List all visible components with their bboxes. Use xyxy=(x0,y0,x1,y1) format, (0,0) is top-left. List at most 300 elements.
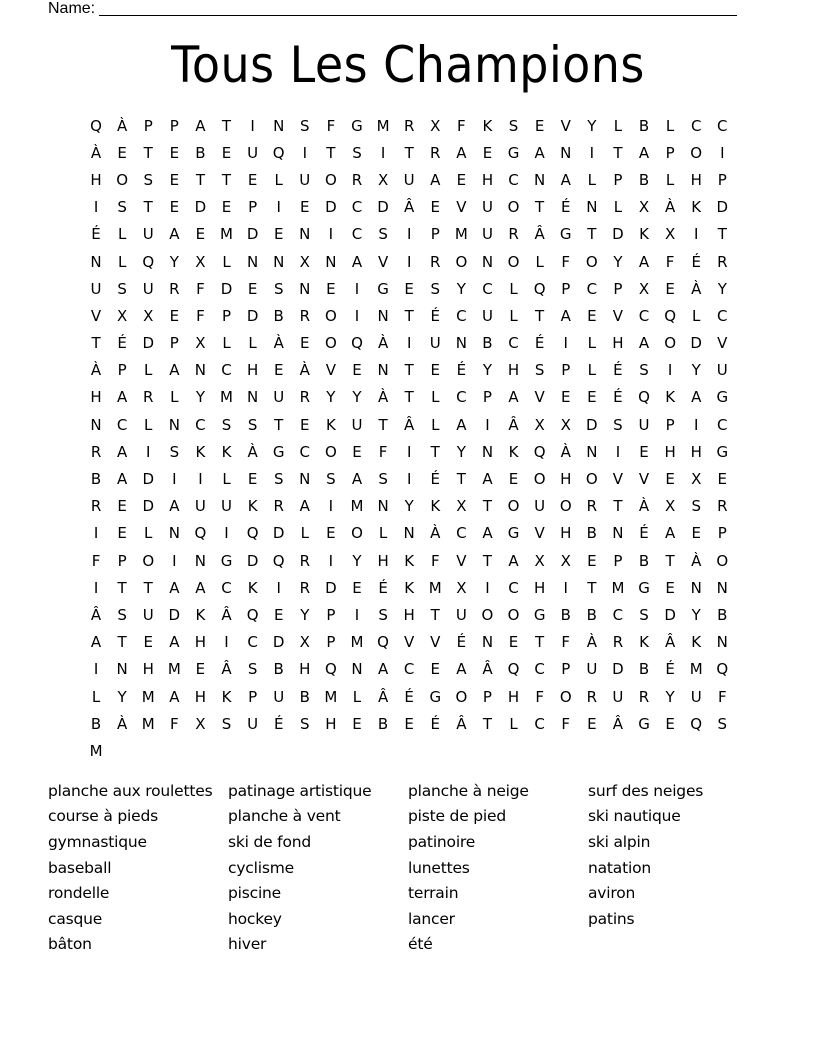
grid-letter: I xyxy=(146,442,151,461)
grid-letter: O xyxy=(507,198,520,217)
word-list-item: patinoire xyxy=(408,832,476,851)
grid-letter: X xyxy=(456,578,467,597)
grid-letter: A xyxy=(169,225,180,244)
grid-letter: L xyxy=(117,225,127,244)
grid-letter: E xyxy=(456,170,467,189)
grid-letter: P xyxy=(665,415,675,434)
grid-letter: F xyxy=(561,714,571,733)
grid-letter: É xyxy=(430,470,440,489)
grid-letter: É xyxy=(613,388,623,407)
grid-letter: E xyxy=(587,551,597,570)
grid-letter: A xyxy=(195,116,206,135)
grid-letter: O xyxy=(324,306,337,325)
grid-letter: À xyxy=(117,714,128,733)
grid-letter: K xyxy=(195,605,206,624)
grid-letter: G xyxy=(220,551,233,570)
grid-letter: L xyxy=(144,524,153,543)
grid-letter: E xyxy=(639,442,649,461)
grid-letter: C xyxy=(717,306,728,325)
grid-letter: R xyxy=(403,116,415,135)
grid-letter: M xyxy=(428,578,442,597)
grid-letter: M xyxy=(220,225,233,244)
grid-letter: S xyxy=(117,279,127,298)
grid-letter: C xyxy=(195,415,206,434)
grid-letter: U xyxy=(247,143,259,162)
grid-letter: P xyxy=(248,198,258,217)
word-list-item: planche à neige xyxy=(408,781,529,800)
grid-letter: P xyxy=(430,225,440,244)
grid-letter: T xyxy=(717,225,727,244)
grid-letter: R xyxy=(612,633,624,652)
grid-letter: T xyxy=(613,143,623,162)
grid-letter: I xyxy=(406,442,412,461)
grid-letter: L xyxy=(91,687,101,706)
grid-letter: L xyxy=(509,306,518,325)
grid-letter: P xyxy=(117,361,127,380)
grid-letter: D xyxy=(142,334,155,353)
grid-letter: N xyxy=(403,524,415,543)
grid-letter: À xyxy=(560,442,571,461)
grid-letter: K xyxy=(221,442,232,461)
name-blank-line xyxy=(99,15,737,16)
grid-letter: H xyxy=(560,524,572,543)
grid-letter: M xyxy=(376,116,390,135)
grid-letter: P xyxy=(717,524,727,543)
word-list-item: piscine xyxy=(228,884,282,903)
grid-letter: N xyxy=(534,170,546,189)
grid-letter: P xyxy=(561,361,571,380)
grid-letter: R xyxy=(586,687,598,706)
grid-letter: M xyxy=(350,497,364,516)
grid-letter: V xyxy=(534,388,545,407)
grid-letter: K xyxy=(639,633,649,652)
grid-letter: N xyxy=(299,470,311,489)
grid-letter: P xyxy=(143,116,153,135)
grid-letter: À xyxy=(664,198,676,217)
grid-letter: Q xyxy=(272,551,285,570)
grid-letter: P xyxy=(117,551,127,570)
grid-letter: E xyxy=(587,714,597,733)
grid-letter: D xyxy=(664,605,676,624)
grid-letter: O xyxy=(559,687,572,706)
grid-letter: A xyxy=(430,170,441,189)
word-list-item: planche à vent xyxy=(228,807,341,826)
grid-letter: O xyxy=(664,334,677,353)
grid-letter: I xyxy=(276,578,281,597)
name-label: Name: xyxy=(48,0,96,17)
grid-letter: Q xyxy=(351,334,363,353)
grid-letter: I xyxy=(563,334,568,353)
grid-letter: H xyxy=(142,660,154,679)
grid-letter: S xyxy=(378,470,388,489)
word-list-item: été xyxy=(408,935,433,954)
word-list-item: lancer xyxy=(408,909,455,928)
grid-letter: U xyxy=(534,497,546,516)
grid-letter: Q xyxy=(533,442,546,461)
grid-letter: Y xyxy=(587,116,597,135)
grid-letter: À xyxy=(638,497,650,516)
grid-letter: L xyxy=(587,334,596,353)
grid-letter: I xyxy=(485,415,490,434)
grid-letter: D xyxy=(272,524,285,543)
grid-letter: Q xyxy=(246,524,259,543)
grid-letter: O xyxy=(142,551,155,570)
grid-letter: Â xyxy=(482,660,493,679)
grid-letter: É xyxy=(404,687,414,706)
grid-letter: N xyxy=(194,361,207,380)
grid-letter: A xyxy=(117,388,128,407)
grid-letter: À xyxy=(377,334,389,353)
grid-letter: O xyxy=(507,497,520,516)
grid-letter: C xyxy=(508,170,519,189)
grid-letter: B xyxy=(560,605,571,624)
grid-letter: N xyxy=(716,633,728,652)
grid-letter: A xyxy=(456,415,467,434)
grid-letter: V xyxy=(456,551,467,570)
grid-letter: K xyxy=(665,388,676,407)
grid-letter: G xyxy=(716,388,729,407)
grid-letter: H xyxy=(194,633,207,652)
grid-letter: H xyxy=(690,442,702,461)
grid-letter: R xyxy=(717,497,728,516)
grid-letter: T xyxy=(117,578,127,597)
word-list-item: gymnastique xyxy=(48,832,147,851)
grid-letter: S xyxy=(273,279,284,298)
grid-letter: Â xyxy=(404,198,415,217)
grid-letter: O xyxy=(116,170,129,189)
grid-letter: T xyxy=(482,551,493,570)
grid-letter: U xyxy=(351,415,363,434)
grid-letter: H xyxy=(377,551,389,570)
grid-letter: I xyxy=(406,225,412,244)
grid-letter: N xyxy=(690,578,702,597)
grid-letter: U xyxy=(142,279,154,298)
grid-letter: I xyxy=(224,524,229,543)
grid-letter: C xyxy=(690,116,702,135)
grid-letter: Q xyxy=(533,279,546,298)
grid-letter: X xyxy=(430,116,441,135)
grid-letter: É xyxy=(534,334,545,353)
grid-letter: À xyxy=(430,524,441,543)
grid-letter: H xyxy=(246,361,259,380)
grid-letter: M xyxy=(141,714,155,733)
grid-letter: S xyxy=(352,143,362,162)
word-list-item: bâton xyxy=(48,935,92,954)
grid-letter: R xyxy=(299,578,311,597)
grid-letter: T xyxy=(456,470,466,489)
grid-letter: O xyxy=(324,334,337,353)
word-list-item: natation xyxy=(588,858,651,877)
grid-letter: À xyxy=(691,551,702,570)
grid-letter: É xyxy=(560,198,571,217)
grid-letter: O xyxy=(716,551,729,570)
grid-letter: Y xyxy=(195,388,205,407)
grid-letter: E xyxy=(430,198,440,217)
grid-letter: L xyxy=(300,524,309,543)
grid-letter: C xyxy=(351,198,363,217)
grid-letter: Q xyxy=(194,524,207,543)
grid-letter: S xyxy=(508,116,519,135)
grid-letter: À xyxy=(117,116,128,135)
grid-letter: É xyxy=(273,714,284,733)
grid-letter: P xyxy=(169,116,179,135)
grid-letter: Q xyxy=(246,605,259,624)
grid-letter: V xyxy=(612,470,624,489)
grid-letter: C xyxy=(612,605,624,624)
grid-letter: V xyxy=(377,252,389,271)
grid-letter: X xyxy=(560,551,571,570)
grid-letter: L xyxy=(509,279,518,298)
grid-letter: D xyxy=(325,198,337,217)
grid-letter: V xyxy=(404,633,415,652)
grid-letter: B xyxy=(195,143,206,162)
grid-letter: S xyxy=(300,714,310,733)
grid-letter: L xyxy=(692,306,701,325)
grid-letter: T xyxy=(91,334,101,353)
word-list-item: course à pieds xyxy=(48,807,158,826)
grid-letter: D xyxy=(690,334,702,353)
grid-letter: L xyxy=(222,470,231,489)
grid-letter: U xyxy=(247,714,259,733)
grid-letter: X xyxy=(143,306,154,325)
grid-letter: É xyxy=(91,225,101,244)
grid-letter: A xyxy=(691,388,702,407)
grid-letter: O xyxy=(455,687,468,706)
grid-letter: T xyxy=(195,170,205,189)
grid-letter: N xyxy=(481,252,494,271)
grid-letter: K xyxy=(221,687,232,706)
grid-letter: F xyxy=(196,306,205,325)
grid-letter: N xyxy=(455,334,467,353)
grid-letter: E xyxy=(195,225,206,244)
grid-letter: C xyxy=(638,306,650,325)
grid-letter: F xyxy=(378,442,388,461)
grid-letter: E xyxy=(273,225,284,244)
grid-letter: T xyxy=(117,633,127,652)
grid-letter: Â xyxy=(534,225,545,244)
grid-letter: R xyxy=(299,306,311,325)
grid-letter: K xyxy=(691,198,702,217)
grid-letter: É xyxy=(691,252,701,271)
grid-letter: T xyxy=(221,170,232,189)
grid-letter: H xyxy=(560,470,572,489)
grid-letter: I xyxy=(172,470,177,489)
grid-letter: S xyxy=(430,279,441,298)
word-list-item: ski alpin xyxy=(588,832,651,851)
grid-letter: B xyxy=(586,605,597,624)
grid-letter: U xyxy=(273,388,285,407)
grid-letter: P xyxy=(248,687,258,706)
grid-letter: R xyxy=(169,279,180,298)
grid-letter: P xyxy=(482,388,492,407)
grid-letter: T xyxy=(404,143,414,162)
grid-letter: O xyxy=(455,252,468,271)
grid-letter: T xyxy=(404,388,414,407)
grid-letter: N xyxy=(246,252,259,271)
grid-letter: C xyxy=(299,442,311,461)
grid-letter: T xyxy=(378,415,388,434)
grid-letter: D xyxy=(586,415,598,434)
grid-letter: X xyxy=(664,225,676,244)
word-list-item: lunettes xyxy=(408,858,470,877)
grid-letter: R xyxy=(430,143,441,162)
grid-letter: L xyxy=(535,252,544,271)
grid-letter: C xyxy=(456,388,467,407)
grid-letter: O xyxy=(585,252,598,271)
grid-letter: E xyxy=(169,198,180,217)
grid-letter: S xyxy=(247,415,258,434)
grid-letter: A xyxy=(508,551,519,570)
grid-letter: C xyxy=(403,660,415,679)
grid-letter: I xyxy=(589,143,595,162)
grid-letter: A xyxy=(90,633,102,652)
grid-letter: M xyxy=(689,660,703,679)
grid-letter: K xyxy=(482,116,493,135)
grid-letter: A xyxy=(169,687,180,706)
grid-letter: L xyxy=(509,714,518,733)
grid-letter: N xyxy=(560,143,572,162)
grid-letter: I xyxy=(328,225,334,244)
grid-letter: B xyxy=(638,551,650,570)
grid-letter: K xyxy=(639,225,649,244)
grid-letter: D xyxy=(220,279,233,298)
grid-letter: E xyxy=(404,279,414,298)
grid-letter: I xyxy=(172,551,177,570)
grid-letter: H xyxy=(90,170,102,189)
grid-letter: R xyxy=(430,252,441,271)
grid-letter: Q xyxy=(638,388,650,407)
grid-letter: C xyxy=(717,415,728,434)
grid-letter: P xyxy=(613,551,623,570)
grid-letter: B xyxy=(299,687,310,706)
grid-letter: E xyxy=(404,714,414,733)
grid-letter: O xyxy=(533,470,546,489)
grid-letter: A xyxy=(456,660,467,679)
grid-letter: F xyxy=(430,551,440,570)
grid-letter: H xyxy=(299,660,311,679)
grid-letter: E xyxy=(665,279,675,298)
grid-letter: U xyxy=(194,497,206,516)
grid-letter: D xyxy=(612,660,624,679)
grid-letter: T xyxy=(326,143,336,162)
grid-letter: G xyxy=(429,687,442,706)
grid-letter: G xyxy=(533,605,546,624)
word-list-item: piste de pied xyxy=(408,807,506,826)
grid-letter: G xyxy=(559,225,572,244)
grid-letter: C xyxy=(456,524,467,543)
grid-letter: T xyxy=(482,497,493,516)
grid-letter: X xyxy=(195,334,206,353)
grid-letter: U xyxy=(586,660,598,679)
grid-letter: F xyxy=(535,687,544,706)
grid-letter: E xyxy=(143,633,153,652)
grid-letter: T xyxy=(535,306,545,325)
grid-letter: K xyxy=(247,497,258,516)
page-title: Tous Les Champions xyxy=(171,36,645,94)
grid-letter: T xyxy=(143,143,153,162)
grid-letter: D xyxy=(716,198,729,217)
grid-letter: T xyxy=(535,633,545,652)
grid-letter: E xyxy=(508,633,519,652)
grid-letter: E xyxy=(665,578,675,597)
grid-letter: X xyxy=(534,415,545,434)
grid-letter: T xyxy=(274,415,284,434)
grid-letter: U xyxy=(690,687,702,706)
grid-letter: E xyxy=(169,143,180,162)
grid-letter: X xyxy=(195,252,206,271)
grid-letter: E xyxy=(587,306,597,325)
grid-letter: K xyxy=(195,442,206,461)
name-line xyxy=(48,0,748,18)
grid-letter: N xyxy=(612,524,624,543)
grid-letter: Â xyxy=(404,415,415,434)
grid-letter: E xyxy=(247,170,258,189)
grid-letter: N xyxy=(325,252,337,271)
grid-letter: L xyxy=(144,361,153,380)
grid-letter: C xyxy=(717,116,728,135)
grid-letter: N xyxy=(299,225,311,244)
grid-letter: F xyxy=(561,633,571,652)
grid-letter: I xyxy=(250,116,255,135)
grid-letter: O xyxy=(324,170,337,189)
grid-letter: E xyxy=(482,143,493,162)
grid-letter: A xyxy=(117,442,128,461)
grid-letter: C xyxy=(351,225,363,244)
grid-letter: C xyxy=(456,306,467,325)
grid-letter: A xyxy=(560,306,571,325)
grid-letter: A xyxy=(482,524,493,543)
grid-letter: I xyxy=(328,497,334,516)
grid-letter: G xyxy=(272,442,285,461)
grid-letter: P xyxy=(221,306,232,325)
grid-letter: P xyxy=(665,143,675,162)
grid-letter: E xyxy=(352,714,362,733)
grid-letter: É xyxy=(613,361,623,380)
grid-letter: K xyxy=(325,415,336,434)
grid-letter: V xyxy=(638,470,650,489)
grid-letter: C xyxy=(508,334,519,353)
grid-letter: S xyxy=(169,442,180,461)
grid-letter: T xyxy=(430,605,440,624)
grid-letter: L xyxy=(665,116,675,135)
grid-letter: E xyxy=(560,388,571,407)
grid-letter: F xyxy=(665,252,675,271)
grid-letter: A xyxy=(560,170,571,189)
grid-letter: I xyxy=(93,524,99,543)
grid-letter: S xyxy=(300,116,310,135)
grid-letter: Y xyxy=(691,605,701,624)
grid-letter: M xyxy=(167,660,181,679)
grid-letter: G xyxy=(716,442,729,461)
grid-letter: E xyxy=(117,497,127,516)
grid-letter: L xyxy=(222,334,231,353)
grid-letter: I xyxy=(224,633,229,652)
grid-letter: Y xyxy=(456,442,466,461)
grid-letter: I xyxy=(406,470,412,489)
letter-grid xyxy=(83,112,735,765)
grid-letter: Q xyxy=(377,633,389,652)
grid-letter: L xyxy=(587,170,596,189)
grid-letter: I xyxy=(93,578,99,597)
grid-letter: V xyxy=(717,334,728,353)
grid-letter: V xyxy=(534,524,545,543)
grid-letter: K xyxy=(430,497,441,516)
grid-letter: F xyxy=(196,279,205,298)
grid-letter: L xyxy=(144,415,153,434)
grid-letter: N xyxy=(481,442,494,461)
grid-letter: A xyxy=(377,660,389,679)
grid-letter: A xyxy=(299,497,310,516)
